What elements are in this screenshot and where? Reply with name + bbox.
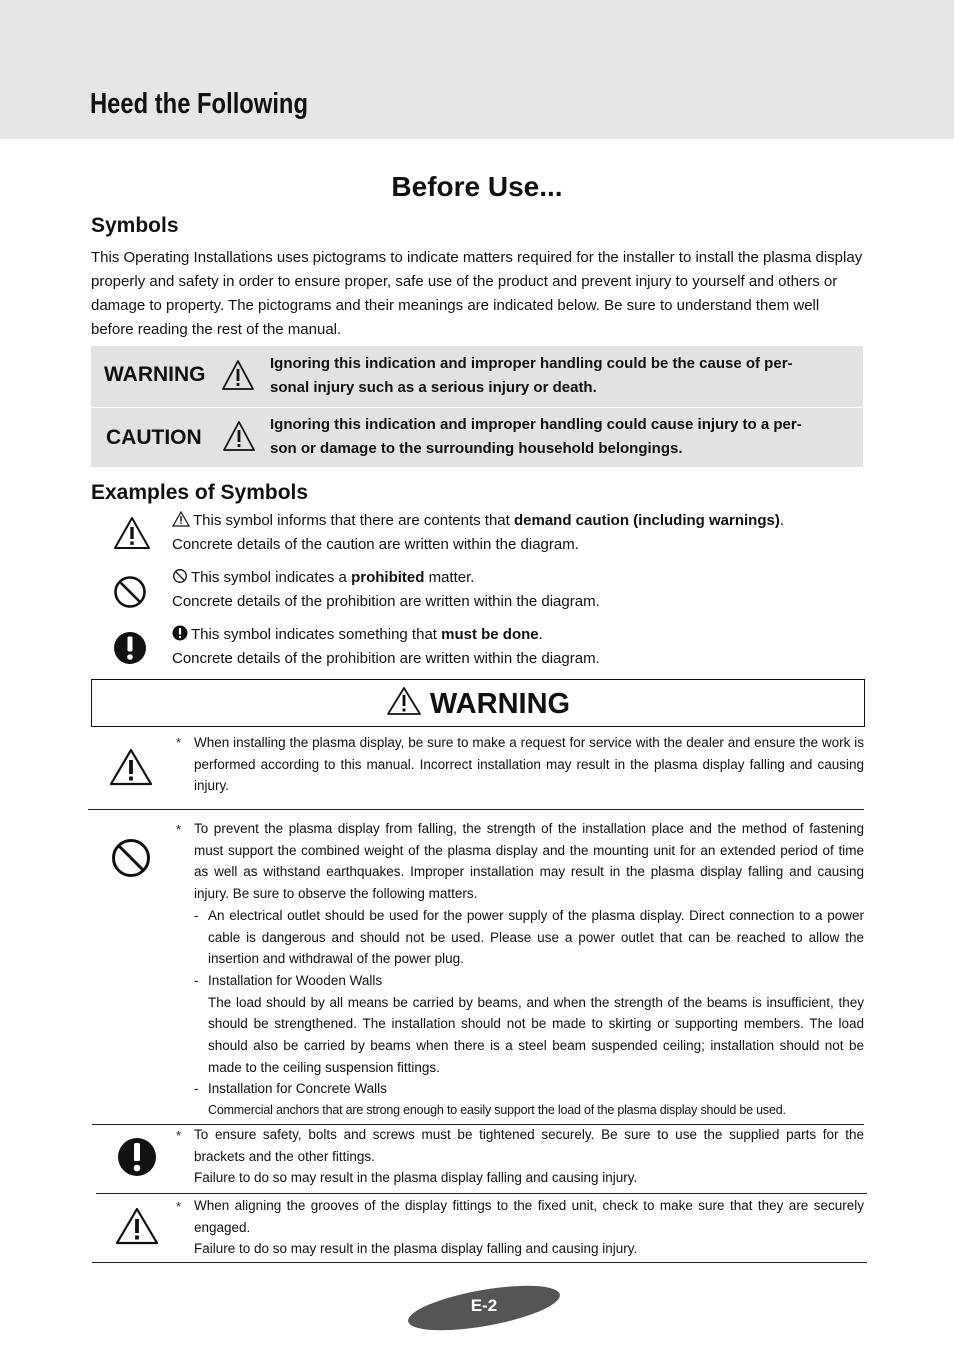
example-mustdo-bold: must be done: [441, 626, 539, 643]
bullet-dash: -: [194, 972, 199, 988]
bullet-2-text: Installation for Wooden Walls: [208, 972, 383, 988]
example-caution-bold: demand caution (including warnings): [513, 512, 780, 529]
example-caution-text: [172, 509, 862, 557]
warning-item-2-body: [194, 818, 864, 1122]
small-caution-icon: [172, 511, 190, 527]
example-prohibited-post: matter.: [424, 569, 475, 586]
example-prohibited-text: [172, 566, 862, 614]
divider: [96, 1193, 867, 1194]
warning-level-text: [270, 352, 855, 400]
main-title: Before Use...: [391, 171, 563, 202]
prohibited-icon: [110, 837, 152, 879]
warning-item-4-text: When aligning the grooves of the display fittings to the fixed unit, check to make sure that they are securely engaged.: [194, 1198, 864, 1235]
caution-triangle-icon: [108, 747, 154, 787]
small-prohibited-icon: [172, 568, 188, 584]
warning-item-2-bullet-2: [194, 970, 864, 992]
example-caution-pre: This symbol informs that there are contents that: [193, 512, 514, 529]
example-prohibited-pre: This symbol indicates a: [191, 569, 352, 586]
warning-section-box: [91, 679, 865, 727]
example-prohibited-line2: Concrete details of the prohibition are written within the diagram.: [172, 593, 600, 610]
must-do-icon: [116, 1136, 158, 1178]
warning-item-1-text: When installing the plasma display, be sure to make a request for service with the dealer and ensure the work is performed according to this manual. Incorrect installation may result in the plasma display falling and causing injury.: [194, 735, 864, 794]
example-caution-line2: Concrete details of the caution are written within the diagram.: [172, 536, 579, 553]
caution-level-label: CAUTION: [106, 426, 202, 449]
warning-level-label: WARNING: [104, 363, 206, 386]
bullet-2-detail: The load should by all means be carried by beams, and when the strength of the beams is insufficient, they should be strengthened. The installation should not be made to skirting or supporting members. The load should also be carried by beams when there is a steel beam suspended ceiling; installation should not be made to the ceiling suspension fittings.: [208, 994, 864, 1075]
caution-level-line2: son or damage to the surrounding household belongings.: [270, 440, 683, 457]
warning-item-3-star: *: [176, 1128, 182, 1143]
bullet-3-detail: Commercial anchors that are strong enough to easily support the load of the plasma display should be used.: [208, 1103, 786, 1118]
warning-item-2-bullet-1: [194, 905, 864, 970]
warning-item-2-star: *: [176, 822, 182, 837]
page-header-title: Heed the Following: [90, 88, 308, 120]
warning-item-4-line2: Failure to do so may result in the plasma display falling and causing injury.: [194, 1241, 638, 1257]
warning-item-2-bullet-3: [194, 1078, 864, 1100]
bullet-dash: -: [194, 907, 199, 923]
example-prohibited-bold: prohibited: [351, 569, 425, 586]
warning-level-line1: Ignoring this indication and improper handling could be the cause of per-: [270, 355, 793, 372]
examples-heading: Examples of Symbols: [91, 481, 309, 504]
warning-triangle-icon: [221, 359, 255, 391]
warning-level-line2: sonal injury such as a serious injury or death.: [270, 379, 597, 396]
small-must-do-icon: [172, 625, 188, 641]
warning-triangle-icon: [386, 686, 422, 716]
example-caution-post: .: [779, 512, 784, 529]
caution-triangle-icon: [114, 1206, 160, 1246]
example-mustdo-pre: This symbol indicates something that: [191, 626, 442, 643]
warning-section-title-wrap: [92, 686, 864, 721]
caution-level-text: [270, 413, 855, 461]
warning-section-title: WARNING: [429, 688, 571, 720]
warning-item-3-body: [194, 1124, 864, 1189]
divider: [92, 1262, 867, 1263]
example-mustdo-text: [172, 623, 862, 671]
bullet-1-text: An electrical outlet should be used for the power supply of the plasma display. Direct connection to a power cable is dangerous and should not be used. Please use a power outlet that can be reached to allow the insertion and withdrawal of the power plug.: [208, 907, 864, 967]
warning-item-3-text: To ensure safety, bolts and screws must be tightened securely. Be sure to use the supplied parts for the brackets and the other fittings.: [194, 1127, 864, 1164]
caution-triangle-icon: [222, 420, 256, 452]
warning-item-2-text: To prevent the plasma display from falling, the strength of the installation place and the method of fastening must support the combined weight of the plasma display and the mounting unit for an extended period of time as well as withstand earthquakes. Improper installation may result in the plasma display falling and causing injury. Be sure to observe the following matters.: [194, 821, 864, 902]
warning-item-4-star: *: [176, 1199, 182, 1214]
caution-level-line1: Ignoring this indication and improper handling could cause injury to a per-: [270, 416, 802, 433]
caution-level-row: [91, 408, 863, 467]
example-mustdo-line2: Concrete details of the prohibition are written within the diagram.: [172, 650, 600, 667]
prohibited-icon: [112, 574, 148, 610]
divider: [88, 809, 864, 810]
example-mustdo-post: .: [538, 626, 543, 643]
warning-item-4-body: [194, 1195, 864, 1260]
must-do-icon: [112, 630, 148, 666]
warning-item-1-star: *: [176, 735, 182, 750]
bullet-3-text: Installation for Concrete Walls: [208, 1081, 387, 1097]
bullet-dash: -: [194, 1081, 199, 1097]
symbols-heading: Symbols: [91, 214, 179, 237]
caution-triangle-icon: [112, 515, 152, 551]
warning-item-3-line2: Failure to do so may result in the plasma display falling and causing injury.: [194, 1170, 638, 1186]
page-number: E-2: [470, 1296, 498, 1315]
symbols-intro: This Operating Installations uses pictograms to indicate matters required for the installer to install the plasma display properly and safety in order to ensure proper, safe use of the product and prevent injury to yourself and others or damage to property. The pictograms and their meanings are indicated below. Be sure to understand them well before reading the rest of the manual.: [91, 249, 863, 338]
warning-level-row: [91, 346, 863, 407]
